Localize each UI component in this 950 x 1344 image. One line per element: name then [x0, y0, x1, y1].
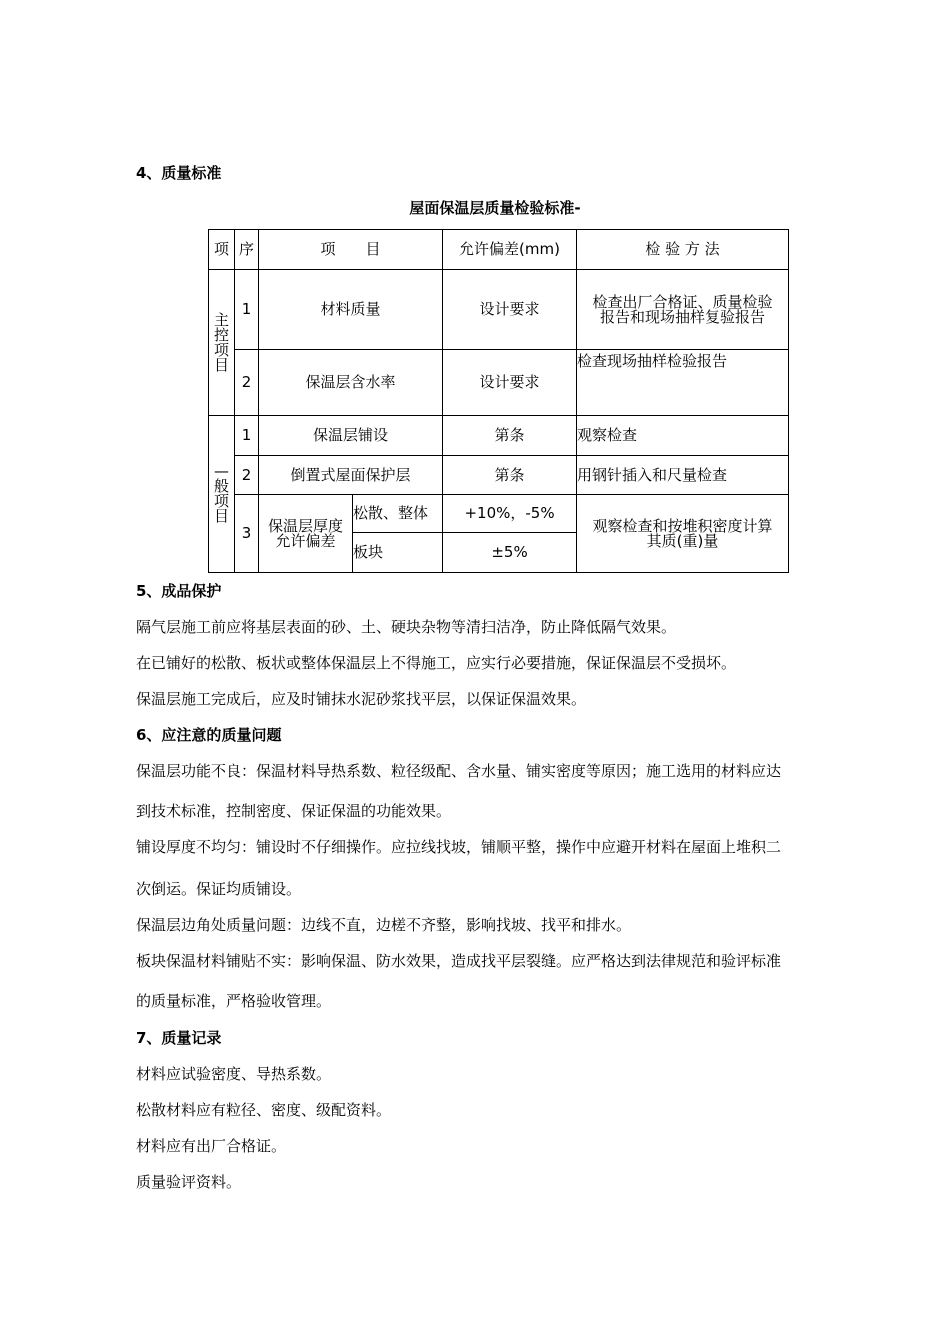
quality-standard-table: [208, 229, 789, 573]
header-item: 项: [209, 230, 235, 270]
row-name: 保温层铺设: [259, 416, 443, 456]
table-header-row: [209, 230, 789, 270]
row-seq: 1: [235, 416, 259, 456]
paragraph: 次倒运。保证均质铺设。: [136, 880, 302, 898]
row-subitem: 松散、整体: [353, 495, 443, 533]
paragraph: 的质量标准，严格验收管理。: [136, 992, 332, 1010]
row-method: 观察检查和按堆积密度计算 其质(重)量: [577, 495, 789, 573]
row-name: 保温层厚度 允许偏差: [259, 495, 353, 573]
paragraph: 铺设厚度不均匀：铺设时不仔细操作。应拉线找坡，铺顺平整，操作中应避开材料在屋面上堆积二: [136, 838, 782, 856]
row-name: 保温层含水率: [259, 350, 443, 416]
row-method: 检查出厂合格证、质量检验 报告和现场抽样复验报告: [577, 270, 789, 350]
row-seq: 2: [235, 456, 259, 495]
paragraph: 到技术标准，控制密度、保证保温的功能效果。: [136, 802, 452, 820]
row-method: 用钢针插入和尺量检查: [577, 456, 789, 495]
row-seq: 3: [235, 495, 259, 573]
paragraph: 保温层施工完成后，应及时铺抹水泥砂浆找平层，以保证保温效果。: [136, 690, 587, 708]
header-seq: 序: [235, 230, 259, 270]
row-name: 材料质量: [259, 270, 443, 350]
row-seq: 2: [235, 350, 259, 416]
section-5-heading: 5、成品保护: [136, 582, 222, 600]
main-group-label: 主 控 项 目: [209, 270, 235, 416]
row-seq: 1: [235, 270, 259, 350]
header-tolerance: 允许偏差(mm): [443, 230, 577, 270]
table-caption: 屋面保温层质量检验标准-: [409, 199, 581, 217]
row-method: 检查现场抽样检验报告: [577, 350, 789, 416]
section-4-heading: 4、质量标准: [136, 164, 222, 182]
table-row: [209, 416, 789, 456]
row-tolerance: 设计要求: [443, 350, 577, 416]
paragraph: 保温层边角处质量问题：边线不直，边槎不齐整，影响找坡、找平和排水。: [136, 916, 632, 934]
row-subitem: 板块: [353, 533, 443, 573]
row-name: 倒置式屋面保护层: [259, 456, 443, 495]
header-method: 检 验 方 法: [577, 230, 789, 270]
header-name: 项 目: [259, 230, 443, 270]
paragraph: 松散材料应有粒径、密度、级配资料。: [136, 1101, 392, 1119]
row-tolerance: ±5%: [443, 533, 577, 573]
row-method: 观察检查: [577, 416, 789, 456]
paragraph: 材料应试验密度、导热系数。: [136, 1065, 332, 1083]
row-tolerance: 第条: [443, 416, 577, 456]
paragraph: 板块保温材料铺贴不实：影响保温、防水效果，造成找平层裂缝。应严格达到法律规范和验评标准: [136, 952, 782, 970]
table-row: [209, 270, 789, 350]
table-row: [209, 456, 789, 495]
row-tolerance: 设计要求: [443, 270, 577, 350]
paragraph: 隔气层施工前应将基层表面的砂、土、硬块杂物等清扫洁净，防止降低隔气效果。: [136, 618, 677, 636]
table-row: [209, 495, 789, 533]
paragraph: 质量验评资料。: [136, 1173, 242, 1191]
row-tolerance: +10%，-5%: [443, 495, 577, 533]
section-7-heading: 7、质量记录: [136, 1029, 222, 1047]
paragraph: 在已铺好的松散、板状或整体保温层上不得施工，应实行必要措施，保证保温层不受损坏。: [136, 654, 737, 672]
row-tolerance: 第条: [443, 456, 577, 495]
table-row: [209, 350, 789, 416]
section-6-heading: 6、应注意的质量问题: [136, 726, 282, 744]
general-group-label: — 般 项 目: [209, 416, 235, 573]
paragraph: 保温层功能不良：保温材料导热系数、粒径级配、含水量、铺实密度等原因；施工选用的材料应达: [136, 762, 782, 780]
paragraph: 材料应有出厂合格证。: [136, 1137, 287, 1155]
